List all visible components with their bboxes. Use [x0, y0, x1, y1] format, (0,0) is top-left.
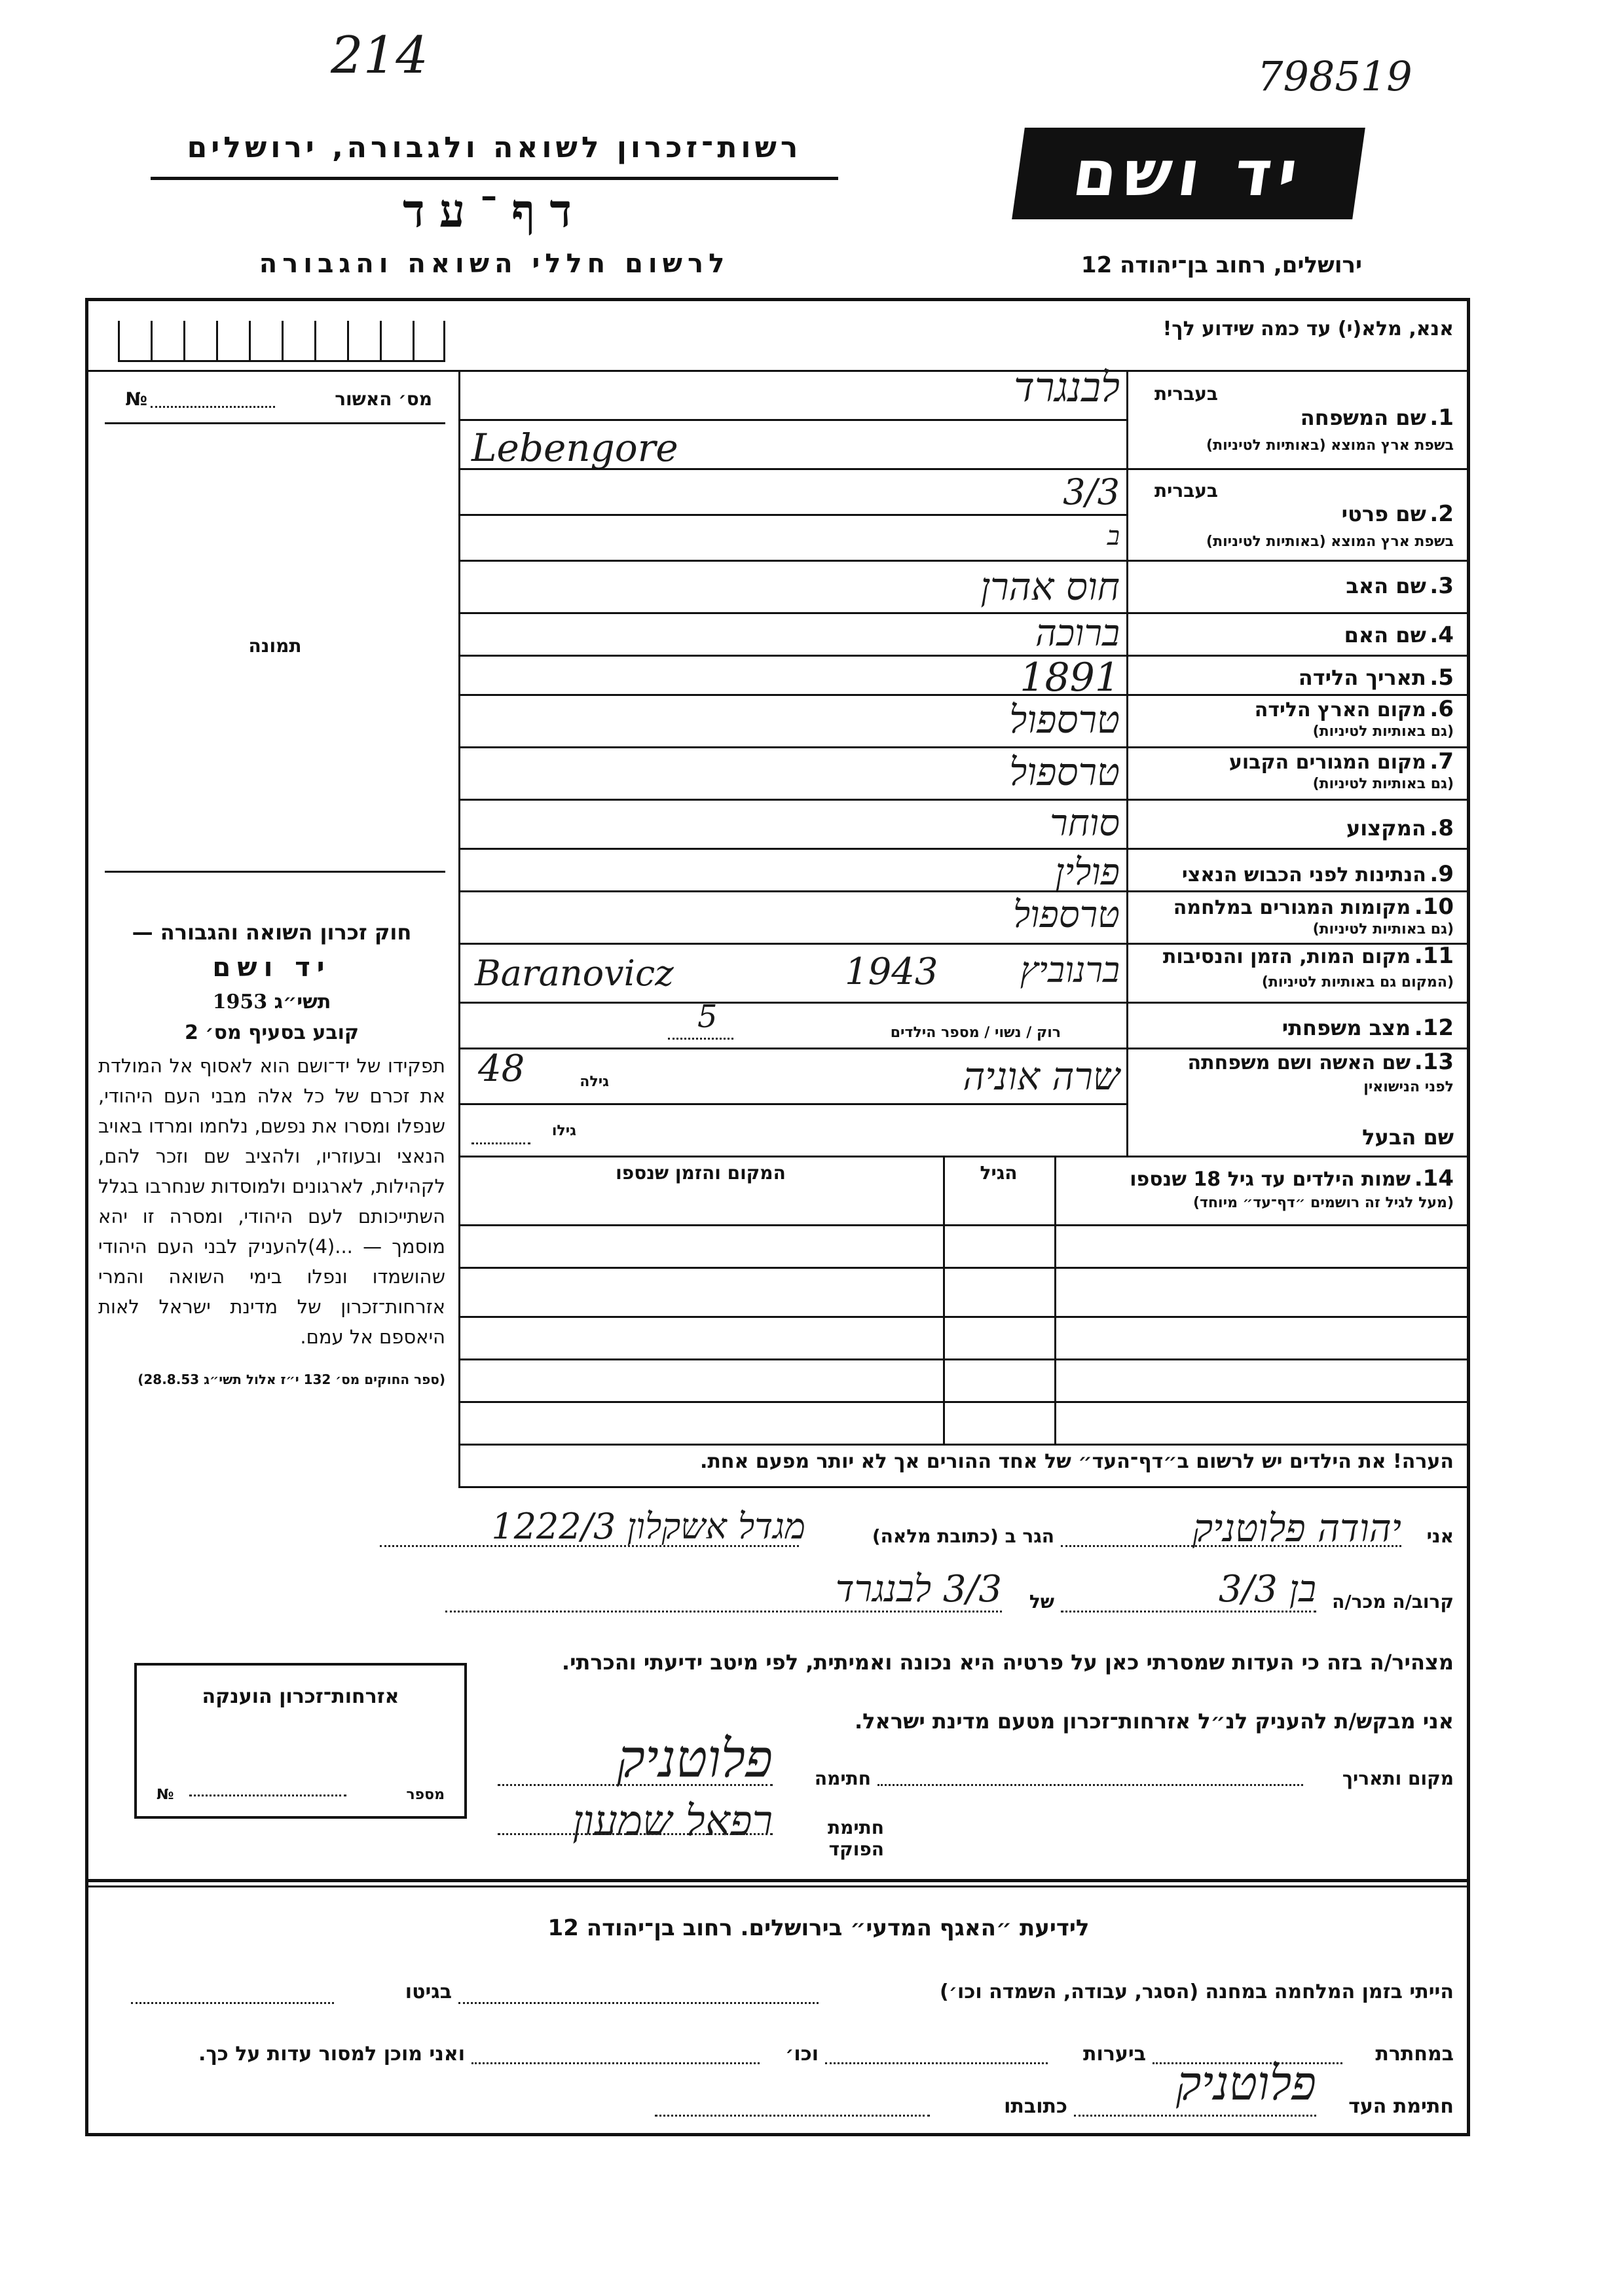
- resides-label: הגר ב (כתובת מלאה): [872, 1525, 1054, 1547]
- footer-etc: וכו׳: [785, 2043, 819, 2066]
- surname-hebrew-value[interactable]: לבנגרד: [1014, 363, 1120, 411]
- in-hebrew-2: בעברית: [1154, 480, 1218, 501]
- residence-value[interactable]: טרספול: [1009, 750, 1120, 794]
- declaration-statement: מצהיר/ה בזה כי העדות שמסרתי כאן על פרטיה היא נכונה ואמיתית, לפי מיטב ידיעתי והכרתי.: [561, 1650, 1454, 1675]
- husband-label: שם הבעל: [1362, 1125, 1454, 1150]
- row-2-label: 2. שם פרטי: [1341, 501, 1454, 527]
- certificate-box: [134, 1663, 467, 1819]
- approval-no: №: [125, 388, 147, 410]
- death-place-value[interactable]: ברנוביץ: [1020, 949, 1120, 991]
- row-12-label: 12. מצב משפחתי: [1282, 1015, 1454, 1041]
- in-hebrew-1: בעברית: [1154, 383, 1218, 405]
- row-9-label: 9. הנתינות לפני הכבוש הנאצי: [1181, 861, 1454, 887]
- form-title: דף־עד: [402, 183, 586, 238]
- instruction: אנא, מלא(י) עד כמה שידוע לך!: [1162, 318, 1454, 340]
- certificate-number-no: №: [157, 1787, 174, 1803]
- row-10-sublabel: (גם באותיות לטיניות): [1312, 921, 1454, 938]
- corner-note-left: 214: [331, 26, 428, 85]
- row-13-sublabel: לפני הנישואין: [1363, 1079, 1454, 1095]
- approval-label: מס׳ האשור: [335, 388, 432, 410]
- law-source: (ספר החוקים מס׳ 132 י״ז אלול תשי״ג 28.8.53): [138, 1372, 445, 1387]
- yad-vashem-logo: [1012, 128, 1365, 219]
- footer-title: לידיעת ״האגף המדעי״ בירושלים. רחוב בן־יהודה 12: [547, 1915, 1090, 1941]
- surname-latin-value[interactable]: Lebengore: [471, 426, 678, 470]
- signature-label: חתימה: [814, 1768, 871, 1789]
- husband-age-label: גילו: [551, 1123, 576, 1139]
- row-5-label: 5. תאריך הלידה: [1298, 665, 1454, 691]
- certificate-title: אזרחות־זכרון הוענקה: [202, 1685, 399, 1708]
- witness-signature-label: חתימת העד: [1348, 2095, 1454, 2118]
- of-label: של: [1029, 1591, 1054, 1613]
- citizenship-value[interactable]: פולין: [1055, 851, 1120, 894]
- row-8-label: 8. המקצוע: [1346, 815, 1454, 841]
- of-value[interactable]: 3/3 לבנגרד: [835, 1568, 1002, 1611]
- row-11-label: 11. מקום המות, הזמן והנסיבות: [1162, 943, 1454, 969]
- corner-note-right: 798519: [1257, 52, 1412, 100]
- row-6-sublabel: (גם באותיות לטיניות): [1312, 723, 1454, 740]
- children-note: הערה! את הילדים יש לרשום ב״דף־העד״ של אחד ההורים אך לא יותר מפעם אחת.: [700, 1450, 1454, 1473]
- officer-signature-label: חתימת הפוקד: [828, 1817, 884, 1860]
- law-name: יד ושם: [212, 953, 331, 983]
- officer-signature[interactable]: רפאל שמעון: [572, 1797, 773, 1846]
- row-3-label: 3. שם האב: [1346, 573, 1454, 599]
- law-year: תשי״ג 1953: [212, 991, 331, 1013]
- place-date-label: מקום ותאריך: [1342, 1768, 1454, 1789]
- row-7-label: 7. מקום המגורים הקבוע: [1228, 748, 1454, 774]
- relation-value[interactable]: בן 3/3: [1218, 1568, 1316, 1611]
- children-sublabel: (מעל לגיל זה רושמים ״דף־עד״ מיוחד): [1192, 1195, 1454, 1211]
- approval-boxes[interactable]: [118, 321, 445, 362]
- law-clause: קובע בסעיף מס׳ 2: [184, 1021, 360, 1044]
- declarant-signature[interactable]: פלוטניק: [617, 1728, 773, 1789]
- firstname-latin-value[interactable]: ב: [1107, 521, 1120, 551]
- i-label: אני: [1426, 1525, 1454, 1547]
- children-count-value[interactable]: 5: [697, 998, 718, 1035]
- wife-age-value[interactable]: 48: [478, 1048, 525, 1090]
- law-body: תפקידו של יד־ושם הוא לאסוף אל המולדת את זכרם של כל אלה מבני העם היהודי, שנפלו ומסרו את נפשם, נלחמו ומרדו באויב הנאצי ובעוזריו, ולהציב שם וזכר להם, לקהילות, לארגונים ולמוסדות שנחרבו בגלל השתייכותם לעם היהודי, ומסרה זו יהא מוסמך — ...(4)להעניק לבני העם היהודי שהושמדו ונפלו בימי השואה והמרי אזרחות־זכרון של מדינת ישראל לאות היאספם אל עמם.: [98, 1055, 445, 1348]
- birth-date-value[interactable]: 1891: [1020, 655, 1120, 701]
- wartime-residence-value[interactable]: טרספול: [1012, 894, 1120, 936]
- footer-ghetto: בגיטו: [405, 1980, 452, 2003]
- children-label: 14. שמות הילדים עד גיל 18 שנספו: [1130, 1165, 1454, 1192]
- row-13-label: 13. שם האשה ושם משפחתה: [1187, 1049, 1454, 1075]
- footer-forests: ביערות: [1083, 2043, 1146, 2066]
- declaration-request: אני מבקש/ת להעניק לנ״ל אזרחות־זכרון מטעם מדינת ישראל.: [855, 1709, 1454, 1734]
- authority-name: רשות־זכרון לשואה ולגבורה, ירושלים: [187, 131, 802, 164]
- death-place-latin-value[interactable]: Baranovicz: [475, 953, 674, 994]
- row-1-label: 1. שם המשפחה: [1300, 405, 1454, 431]
- logo-text: יד ושם: [1068, 137, 1309, 210]
- relative-label: קרוב/ה מכר/ה: [1332, 1591, 1454, 1613]
- witness-address-label: כתובתו: [1004, 2095, 1067, 2118]
- children-place-header: המקום והזמן שנספו: [616, 1162, 786, 1184]
- father-name-value[interactable]: חוס אהרן: [980, 564, 1120, 609]
- footer-underground: במחתרת: [1375, 2043, 1454, 2066]
- form-subtitle: לרשום חללי השואה והגבורה: [259, 249, 730, 279]
- declarant-address-value[interactable]: מגדל אשקלון 1222/3: [491, 1506, 805, 1547]
- death-year-value[interactable]: 1943: [845, 951, 938, 993]
- wife-age-label: גילה: [580, 1074, 609, 1090]
- row-6-label: 6. מקום הארץ הלידה: [1254, 696, 1454, 722]
- certificate-number-label: מספר: [406, 1787, 445, 1803]
- footer-line1: הייתי בזמן המלחמה במחנה (הסגר, עבודה, השמדה וכו׳): [940, 1980, 1454, 2003]
- footer-statement: ואני מוכן למסור עדות על כך.: [198, 2043, 465, 2066]
- law-heading: חוק זכרון השואה והגבורה —: [132, 920, 412, 945]
- mother-name-value[interactable]: ברוכה: [1035, 612, 1120, 655]
- photo-label: תמונה: [248, 635, 302, 657]
- address: ירושלים, רחוב בן־יהודה 12: [1080, 252, 1362, 278]
- row-10-label: 10. מקומות המגורים במלחמה: [1173, 894, 1454, 920]
- wife-name-value[interactable]: שרה אוניה: [963, 1054, 1120, 1099]
- photo-area[interactable]: [105, 426, 445, 871]
- witness-signature[interactable]: פלוטניק: [1175, 2056, 1316, 2111]
- birthplace-value[interactable]: טרספול: [1009, 697, 1120, 742]
- family-status-fields: רוק / נשוי / מספר הילדים: [890, 1025, 1061, 1041]
- row-7-sublabel: (גם באותיות לטיניות): [1312, 776, 1454, 792]
- row-2-sublabel: בשפת ארץ המוצא (באותיות לטיניות): [1206, 534, 1454, 550]
- row-1-sublabel: בשפת ארץ המוצא (באותיות לטיניות): [1206, 437, 1454, 454]
- children-age-header: הגיל: [980, 1162, 1018, 1184]
- occupation-value[interactable]: סוחר: [1050, 802, 1120, 845]
- row-11-sublabel: (המקום גם באותיות לטיניות): [1261, 974, 1454, 991]
- firstname-hebrew-value[interactable]: 3/3: [1063, 471, 1120, 513]
- law-section: [98, 920, 445, 1387]
- declarant-name-value[interactable]: יהודה פלוטניק: [1192, 1506, 1401, 1550]
- row-4-label: 4. שם האם: [1344, 622, 1454, 648]
